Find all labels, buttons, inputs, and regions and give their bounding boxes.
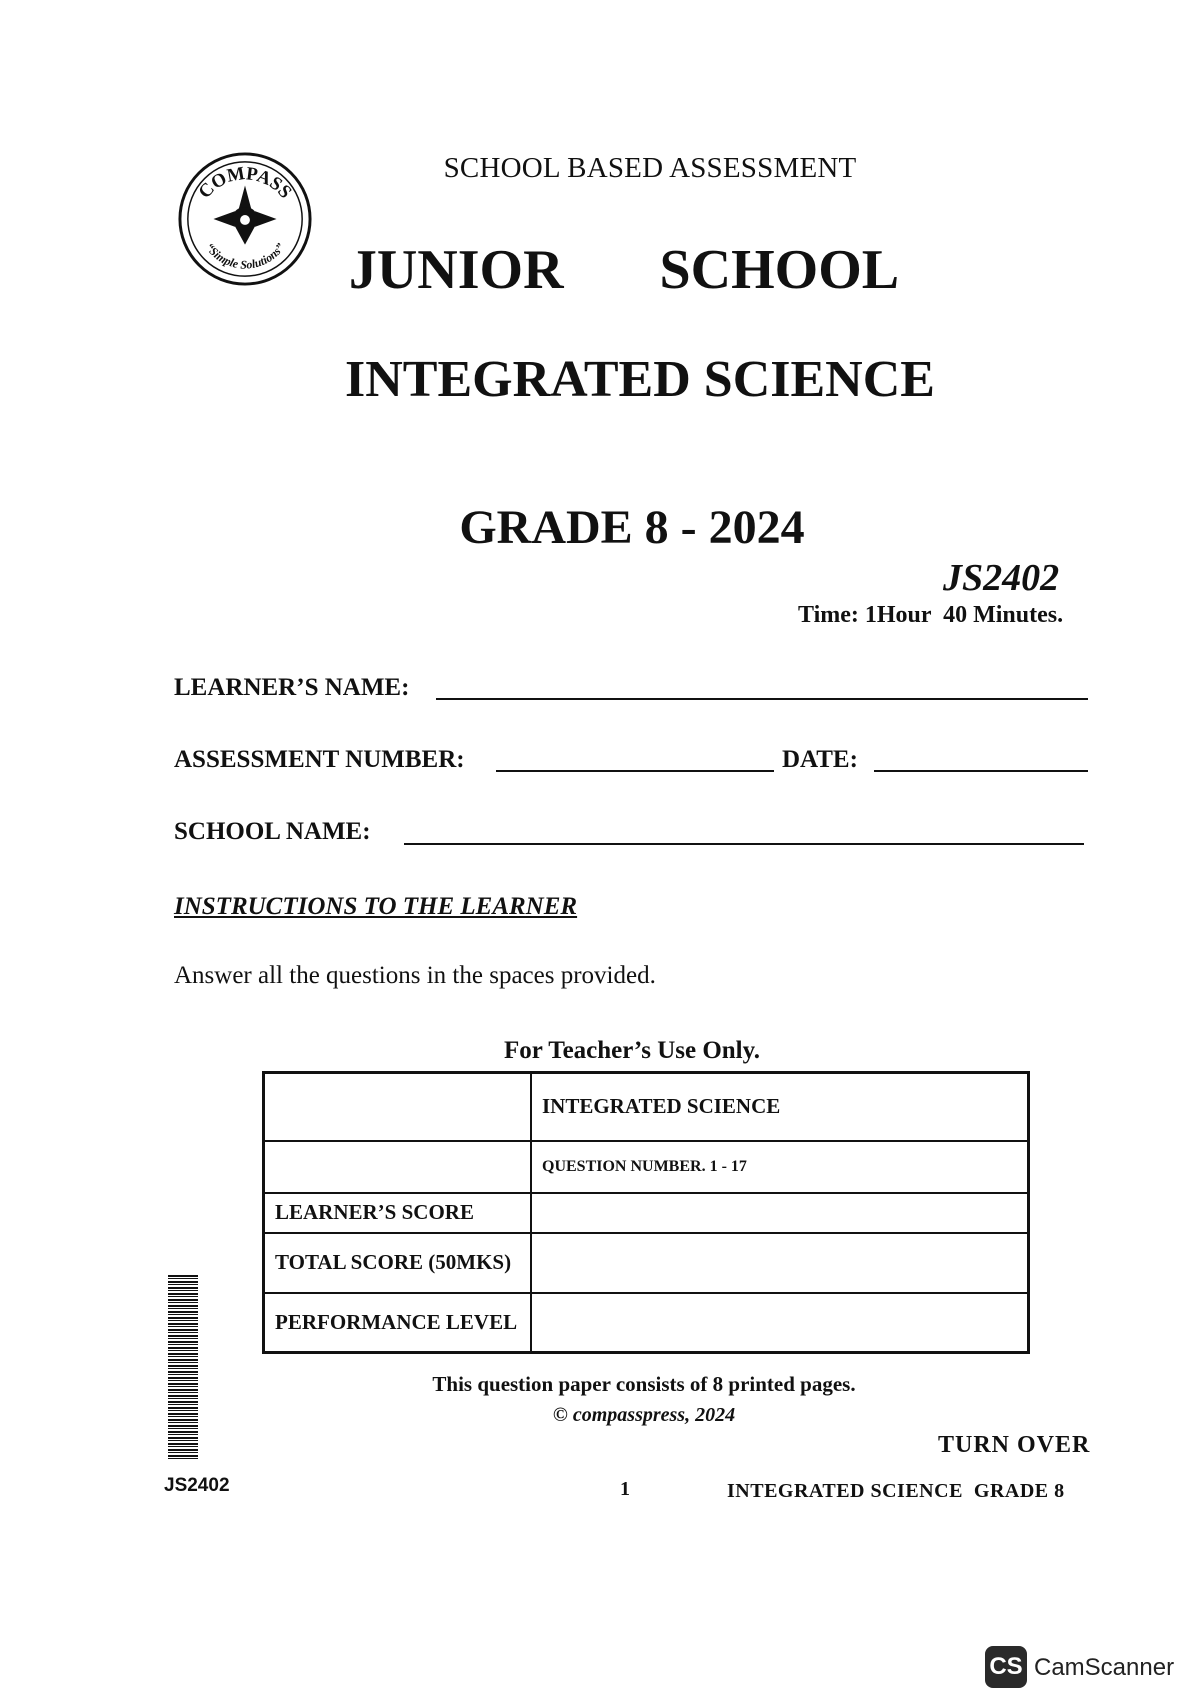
instructions-heading: INSTRUCTIONS TO THE LEARNER	[174, 893, 578, 920]
performance-level-cell[interactable]	[531, 1293, 1029, 1353]
learner-score-label: LEARNER’S SCORE	[264, 1193, 532, 1233]
turn-over-text: TURN OVER	[938, 1432, 1091, 1458]
date-label: DATE:	[782, 746, 858, 773]
grade-title: GRADE 8 - 2024	[459, 501, 805, 554]
copyright-notice: © compasspress, 2024	[552, 1404, 736, 1426]
camscanner-logo-icon: CS	[985, 1646, 1027, 1688]
learner-name-label: LEARNER’S NAME:	[174, 674, 410, 701]
learner-score-cell[interactable]	[531, 1193, 1029, 1233]
assessment-title: SCHOOL BASED ASSESSMENT	[443, 152, 857, 184]
page-number: 1	[620, 1478, 630, 1500]
time-allowed: Time: 1Hour 40 Minutes.	[798, 602, 1064, 628]
camscanner-watermark: CamScanner	[1034, 1654, 1175, 1681]
table-row	[264, 1193, 1029, 1233]
svg-text:“Simple Solutions”: “Simple Solutions”	[202, 240, 288, 272]
teacher-use-heading: For Teacher’s Use Only.	[503, 1037, 760, 1064]
school-name-label: SCHOOL NAME:	[174, 818, 371, 845]
assessment-number-label: ASSESSMENT NUMBER:	[174, 746, 465, 773]
school-name-line[interactable]	[404, 843, 1084, 845]
barcode	[168, 1275, 198, 1459]
school-title: JUNIOR SCHOOL	[348, 239, 900, 301]
table-row	[264, 1233, 1029, 1293]
total-score-label: TOTAL SCORE (50MKS)	[264, 1233, 532, 1293]
pages-note: This question paper consists of 8 printed pages.	[432, 1372, 856, 1396]
subject-title: INTEGRATED SCIENCE	[345, 351, 935, 408]
empty-cell	[264, 1141, 532, 1193]
subject-cell: INTEGRATED SCIENCE	[531, 1073, 1029, 1141]
total-score-cell[interactable]	[531, 1233, 1029, 1293]
date-line[interactable]	[874, 770, 1088, 772]
table-row	[264, 1073, 1029, 1141]
table-row	[264, 1141, 1029, 1193]
learner-name-line[interactable]	[436, 698, 1088, 700]
question-range-cell: QUESTION NUMBER. 1 - 17	[531, 1141, 1029, 1193]
teacher-score-table	[262, 1071, 1030, 1354]
svg-text:COMPASS: COMPASS	[194, 162, 296, 203]
empty-cell	[264, 1073, 532, 1141]
footer-code: JS2402	[164, 1475, 230, 1496]
performance-level-label: PERFORMANCE LEVEL	[264, 1293, 532, 1353]
paper-code: JS2402	[943, 557, 1060, 599]
table-row	[264, 1293, 1029, 1353]
footer-subject-grade: INTEGRATED SCIENCE GRADE 8	[727, 1480, 1065, 1502]
instructions-text: Answer all the questions in the spaces provided.	[174, 962, 656, 989]
assessment-number-line[interactable]	[496, 770, 774, 772]
